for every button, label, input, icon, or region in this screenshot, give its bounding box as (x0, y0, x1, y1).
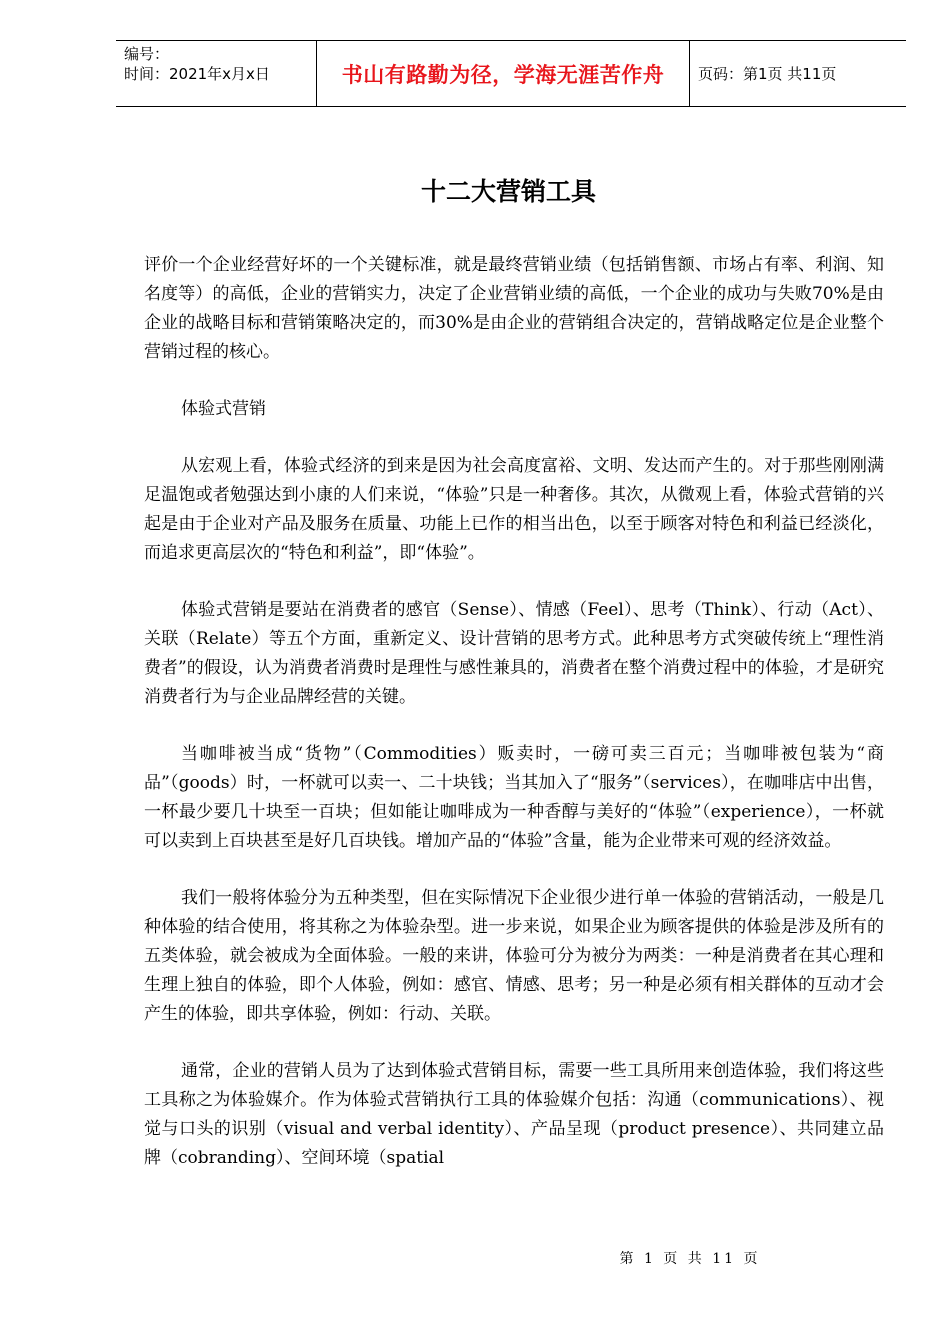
header-motto (316, 41, 690, 106)
header-page-info-text: 页码：第1页 共11页 (698, 65, 837, 83)
header-page-info (690, 41, 906, 106)
header-motto-text: 书山有路勤为径，学海无涯苦作舟 (341, 61, 665, 87)
page-footer: 第 1 页 共 11 页 (619, 1251, 761, 1267)
header-time-label: 时间：2021年x月x日 (124, 65, 270, 83)
paragraph: 通常，企业的营销人员为了达到体验式营销目标，需要一些工具所用来创造体验，我们将这些工具称之为体验媒介。作为体验式营销执行工具的体验媒介包括：沟通（communications）、视觉与口头的识别（visual and verbal identity）、产品呈现（product presence）、共同建立品牌（cobranding）、空间环境（spatial (144, 1061, 884, 1168)
paragraph: 体验式营销是要站在消费者的感官（Sense）、情感（Feel）、思考（Think）、行动（Act）、关联（Relate）等五个方面，重新定义、设计营销的思考方式。此种思考方式突破传统上“理性消费者”的假设，认为消费者消费时是理性与感性兼具的，消费者在整个消费过程中的体验，才是研究消费者行为与企业品牌经营的关键。 (144, 600, 884, 707)
header-meta (116, 41, 316, 106)
paragraph: 当咖啡被当成“货物”（Commodities）贩卖时，一磅可卖三百元；当咖啡被包装为“商品”（goods）时，一杯就可以卖一、二十块钱；当其加入了“服务”（services），在咖啡店中出售，一杯最少要几十块至一百块；但如能让咖啡成为一种香醇与美好的“体验”（experience），一杯就可以卖到上百块甚至是好几百块钱。增加产品的“体验”含量，能为企业带来可观的经济效益。 (144, 744, 884, 851)
paragraph: 从宏观上看，体验式经济的到来是因为社会高度富裕、文明、发达而产生的。对于那些刚刚满足温饱或者勉强达到小康的人们来说，“体验”只是一种奢侈。其次，从微观上看，体验式营销的兴起是由于企业对产品及服务在质量、功能上已作的相当出色，以至于顾客对特色和利益已经淡化，而追求更高层次的“特色和利益”，即“体验”。 (144, 456, 884, 563)
header-code-label: 编号： (124, 45, 170, 63)
section-heading: 体验式营销 (181, 399, 266, 419)
page-header (116, 40, 906, 107)
document-title: 十二大营销工具 (420, 177, 596, 206)
paragraph-intro: 评价一个企业经营好坏的一个关键标准，就是最终营销业绩（包括销售额、市场占有率、利润、知名度等）的高低，企业的营销实力，决定了企业营销业绩的高低，一个企业的成功与失败70%是由企业的战略目标和营销策略决定的，而30%是由企业的营销组合决定的，营销战略定位是企业整个营销过程的核心。 (144, 255, 884, 362)
paragraph: 我们一般将体验分为五种类型，但在实际情况下企业很少进行单一体验的营销活动，一般是几种体验的结合使用，将其称之为体验杂型。进一步来说，如果企业为顾客提供的体验是涉及所有的五类体验，就会被成为全面体验。一般的来讲，体验可分为被分为两类：一种是消费者在其心理和生理上独自的体验，即个人体验，例如：感官、情感、思考；另一种是必须有相关群体的互动才会产生的体验，即共享体验，例如：行动、关联。 (144, 888, 884, 1024)
document-body (144, 251, 884, 1201)
